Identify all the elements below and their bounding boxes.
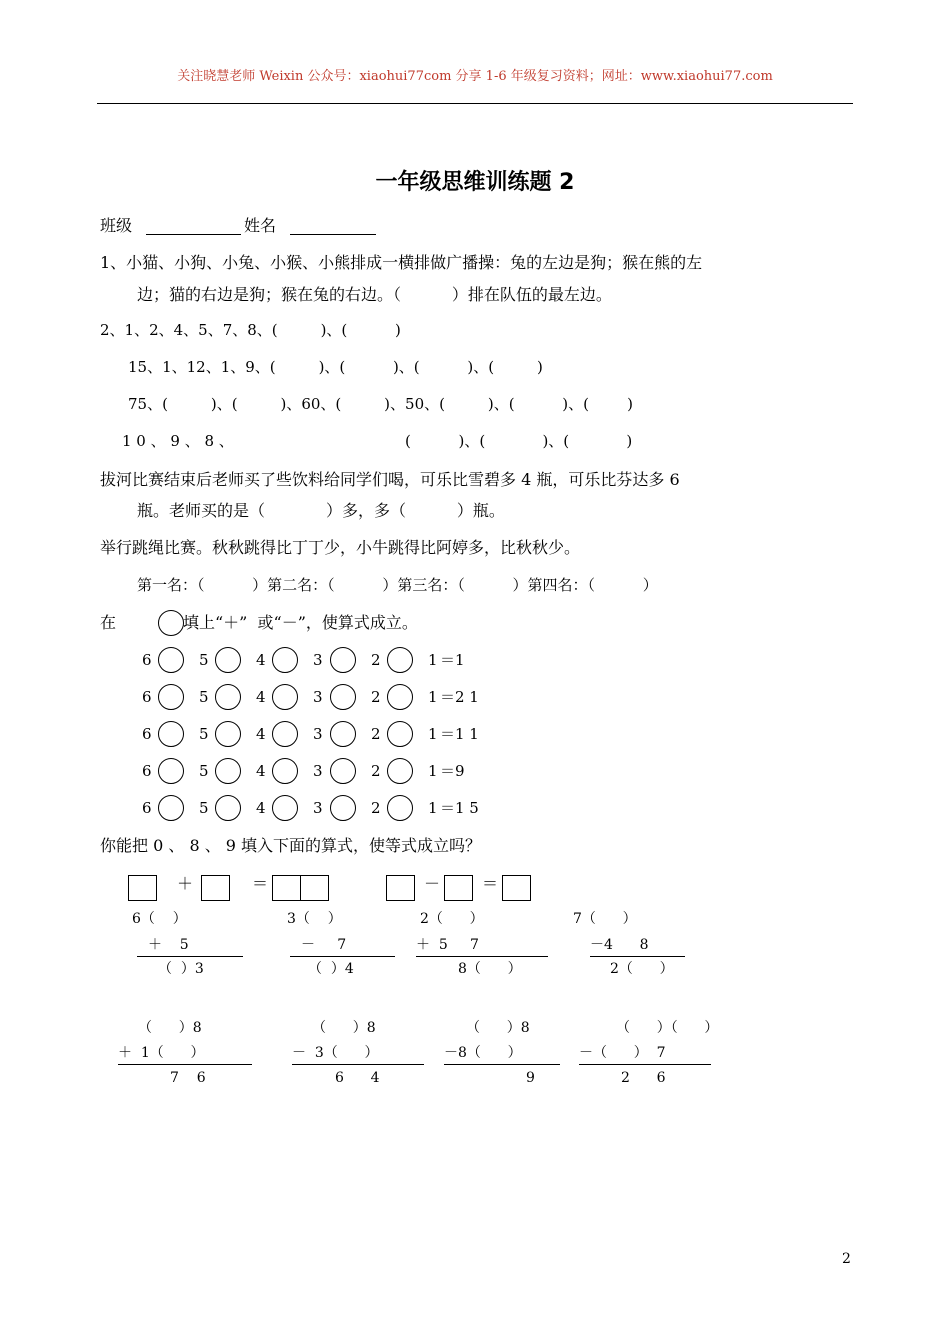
- minus-sign: －: [424, 874, 441, 893]
- plus-sign: ＋: [177, 874, 194, 893]
- operator-circle[interactable]: [330, 647, 356, 673]
- answer-box[interactable]: [201, 875, 230, 901]
- problem-mid: ＋ 5 7: [416, 937, 479, 953]
- operand: 4: [256, 651, 266, 669]
- answer-box[interactable]: [386, 875, 415, 901]
- q4-ranks: 第一名：（ ）第二名：（ ）第三名：（ ）第四名：（ ）: [137, 576, 658, 594]
- operand: 1: [428, 762, 438, 780]
- operand: 5: [199, 688, 209, 706]
- operand: 6: [142, 688, 152, 706]
- q3-line2: 瓶。老师买的是（ ）多，多（ ）瓶。: [137, 501, 505, 520]
- operand: 2: [371, 725, 381, 743]
- answer-box[interactable]: [272, 875, 301, 901]
- operand: 1: [428, 651, 438, 669]
- operand: 1: [428, 799, 438, 817]
- problem-bottom: 8（ ）: [458, 961, 522, 977]
- operand: 6: [142, 725, 152, 743]
- operand: 5: [199, 651, 209, 669]
- operator-circle[interactable]: [215, 684, 241, 710]
- operator-circle[interactable]: [330, 795, 356, 821]
- operand: 4: [256, 725, 266, 743]
- operator-circle[interactable]: [272, 721, 298, 747]
- operator-circle[interactable]: [215, 795, 241, 821]
- q4-line1: 举行跳绳比赛。秋秋跳得比丁丁少，小牛跳得比阿婷多，比秋秋少。: [100, 538, 581, 557]
- problem-top: 6（ ）: [132, 911, 187, 927]
- operand: 6: [142, 762, 152, 780]
- q5-instr-post: 填上“＋” 或“－”，使算式成立。: [183, 613, 418, 632]
- sum-line: [292, 1064, 424, 1065]
- operator-circle[interactable]: [387, 795, 413, 821]
- operand: 3: [313, 725, 323, 743]
- operator-circle[interactable]: [387, 721, 413, 747]
- answer-box[interactable]: [444, 875, 473, 901]
- operator-circle[interactable]: [158, 684, 184, 710]
- problem-top: （ ）8: [138, 1020, 202, 1036]
- operand: 3: [313, 799, 323, 817]
- answer-box[interactable]: [502, 875, 531, 901]
- equation-result: ＝9: [440, 762, 465, 780]
- q2-row1: 2、1、2、4、5、7、8、( )、( ): [100, 321, 401, 339]
- problem-top: （ ）8: [466, 1020, 530, 1036]
- page-number: 2: [842, 1251, 851, 1267]
- operator-circle[interactable]: [272, 684, 298, 710]
- problem-mid: －（ ） 7: [579, 1045, 666, 1061]
- problem-mid: ＋ 5: [148, 937, 189, 953]
- q2-row4: 1 0 、 9 、 8 、: [122, 432, 234, 450]
- q5-instr-pre: 在: [100, 613, 117, 632]
- sum-line: [579, 1064, 711, 1065]
- operator-circle[interactable]: [158, 721, 184, 747]
- operator-circle[interactable]: [387, 684, 413, 710]
- operand: 6: [142, 651, 152, 669]
- sum-line: [137, 956, 243, 957]
- q1-line2: 边；猫的右边是狗；猴在兔的右边。（ ）排在队伍的最左边。: [137, 285, 612, 304]
- operator-circle[interactable]: [330, 721, 356, 747]
- problem-top: 7（ ）: [573, 911, 637, 927]
- q2-row2: 15、1、12、1、9、( )、( )、( )、( ): [128, 358, 543, 376]
- problem-top: 2（ ）: [420, 911, 484, 927]
- operand: 2: [371, 651, 381, 669]
- problem-mid: － 3（ ）: [292, 1045, 379, 1061]
- operand: 3: [313, 651, 323, 669]
- operator-circle[interactable]: [158, 795, 184, 821]
- operator-circle[interactable]: [158, 758, 184, 784]
- operator-circle[interactable]: [215, 647, 241, 673]
- problem-bottom: （ ）3: [158, 961, 204, 977]
- sum-line: [444, 1064, 560, 1065]
- problem-mid: －8（ ）: [444, 1045, 522, 1061]
- operator-circle[interactable]: [158, 647, 184, 673]
- answer-box[interactable]: [128, 875, 157, 901]
- operand: 2: [371, 762, 381, 780]
- operand: 2: [371, 799, 381, 817]
- header-rule: [97, 103, 853, 104]
- problem-mid: －4 8: [590, 937, 649, 953]
- class-underline: [146, 234, 241, 235]
- operator-circle: [158, 610, 184, 636]
- class-label: 班级: [100, 216, 133, 235]
- answer-box[interactable]: [300, 875, 329, 901]
- operand: 5: [199, 762, 209, 780]
- page-header: 关注晓慧老师 Weixin 公众号：xiaohui77com 分享 1-6 年级复习资料；网址：www.xiaohui77.com: [177, 69, 773, 84]
- operator-circle[interactable]: [330, 758, 356, 784]
- equation-result: ＝1 5: [440, 799, 479, 817]
- operator-circle[interactable]: [272, 758, 298, 784]
- operand: 5: [199, 799, 209, 817]
- operand: 3: [313, 688, 323, 706]
- equals-sign: ＝: [252, 874, 269, 893]
- operator-circle[interactable]: [215, 721, 241, 747]
- operand: 4: [256, 762, 266, 780]
- sum-line: [416, 956, 548, 957]
- name-label: 姓名: [244, 216, 277, 235]
- operator-circle[interactable]: [330, 684, 356, 710]
- operator-circle[interactable]: [272, 647, 298, 673]
- problem-top: （ ）（ ）: [616, 1020, 719, 1036]
- problem-bottom: 7 6: [170, 1070, 206, 1086]
- q3-line1: 拔河比赛结束后老师买了些饮料给同学们喝，可乐比雪碧多 4 瓶，可乐比芬达多 6: [100, 470, 680, 489]
- problem-bottom: 6 4: [335, 1070, 380, 1086]
- problem-bottom: 2 6: [621, 1070, 666, 1086]
- problem-bottom: 2（ ）: [610, 961, 674, 977]
- q2-row3: 75、( )、( )、60、( )、50、( )、( )、( ): [128, 395, 633, 413]
- problem-mid: ＋ 1（ ）: [118, 1045, 205, 1061]
- operator-circle[interactable]: [387, 758, 413, 784]
- problem-top: 3（ ）: [287, 911, 342, 927]
- equation-result: ＝1: [440, 651, 465, 669]
- operand: 5: [199, 725, 209, 743]
- operator-circle[interactable]: [387, 647, 413, 673]
- operand: 2: [371, 688, 381, 706]
- equation-result: ＝2 1: [440, 688, 479, 706]
- operand: 6: [142, 799, 152, 817]
- sum-line: [118, 1064, 252, 1065]
- problem-bottom: （ ）4: [308, 961, 354, 977]
- q1-line1: 1、小猫、小狗、小兔、小猴、小熊排成一横排做广播操：兔的左边是狗；猴在熊的左: [100, 253, 703, 272]
- problem-bottom: 9: [526, 1070, 535, 1086]
- name-underline: [290, 234, 376, 235]
- page-title: 一年级思维训练题 2: [375, 170, 575, 195]
- operand: 4: [256, 799, 266, 817]
- operand: 3: [313, 762, 323, 780]
- operator-circle[interactable]: [272, 795, 298, 821]
- problem-mid: － 7: [301, 937, 347, 953]
- q6-line1: 你能把 0 、 8 、 9 填入下面的算式，使等式成立吗？: [100, 836, 482, 855]
- sum-line: [590, 956, 685, 957]
- equation-result: ＝1 1: [440, 725, 479, 743]
- problem-top: （ ）8: [312, 1020, 376, 1036]
- equals-sign: ＝: [482, 874, 499, 893]
- q2-row4-blanks: ( )、( )、( ): [405, 432, 633, 450]
- operand: 1: [428, 688, 438, 706]
- operand: 4: [256, 688, 266, 706]
- operand: 1: [428, 725, 438, 743]
- operator-circle[interactable]: [215, 758, 241, 784]
- sum-line: [290, 956, 395, 957]
